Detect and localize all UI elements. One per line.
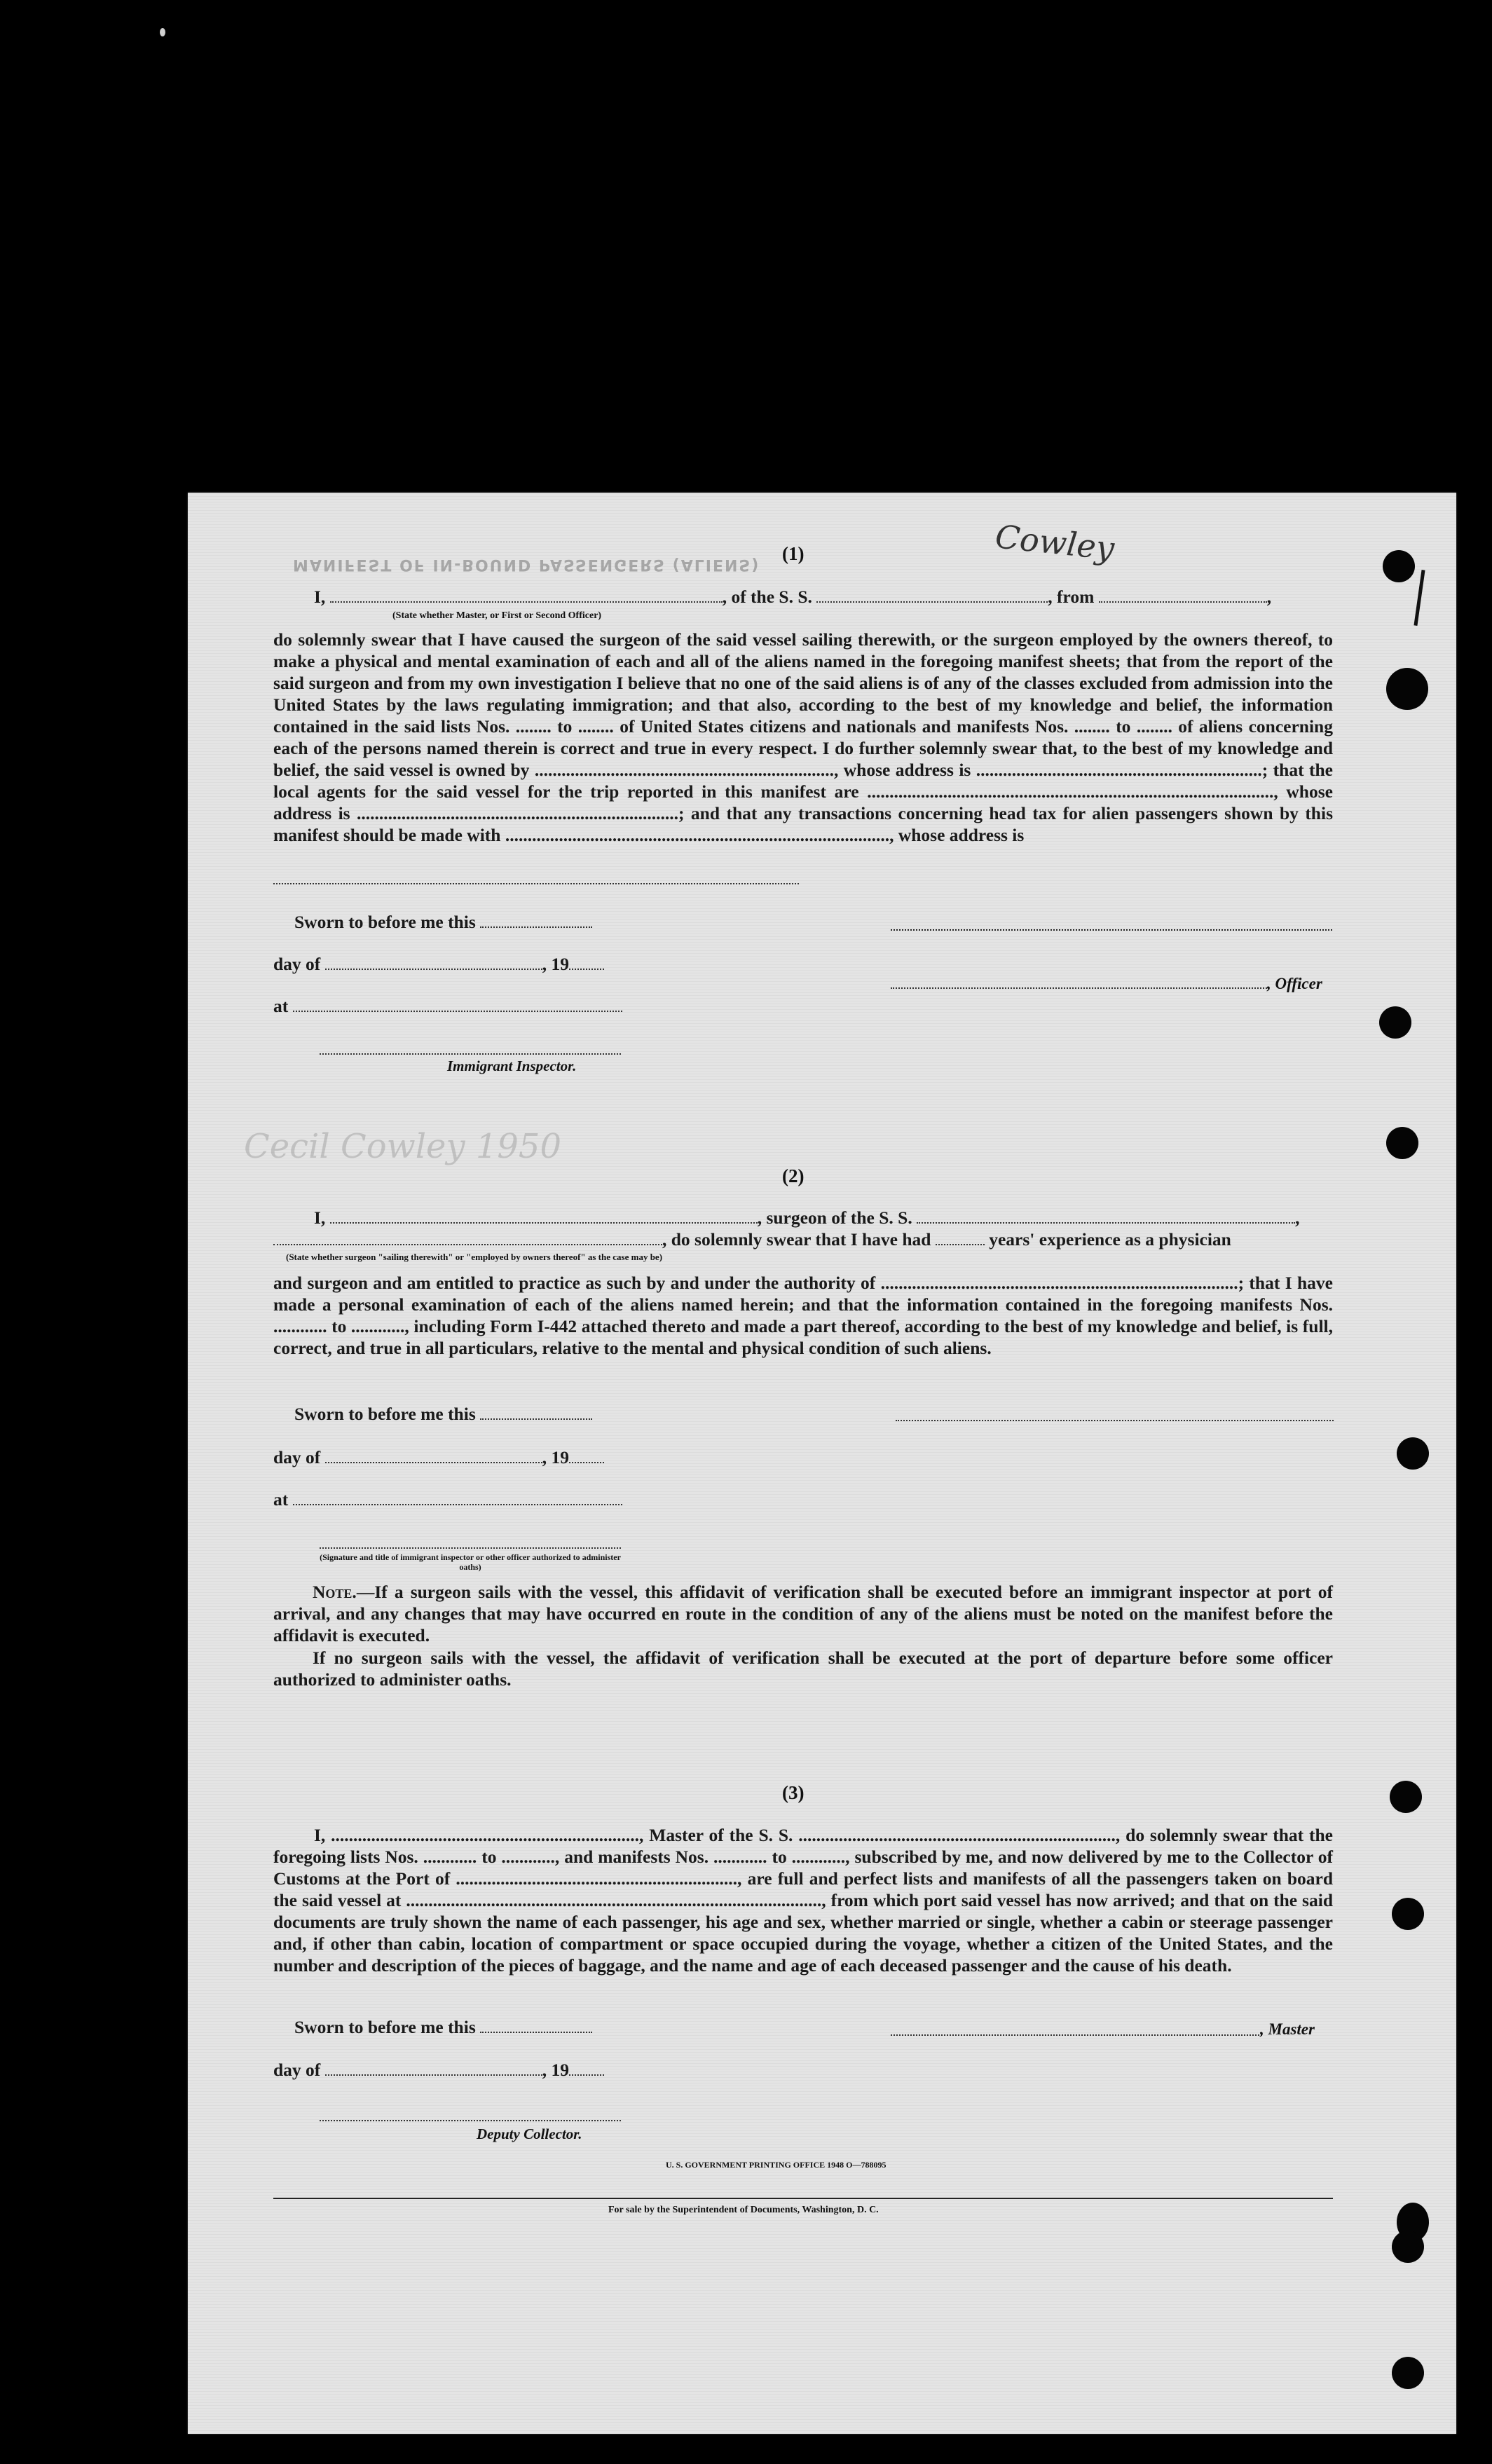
punch-hole-5 xyxy=(1397,1437,1429,1470)
s3-deputy-label: Deputy Collector. xyxy=(477,2126,582,2142)
s3-day-label: day of xyxy=(273,2060,321,2080)
footer-printing: U. S. GOVERNMENT PRINTING OFFICE 1948 O—788095 xyxy=(666,2160,887,2170)
handwritten-name: Cowley xyxy=(993,517,1116,568)
s2-note-label: Note. xyxy=(313,1582,357,1602)
section-1-number: (1) xyxy=(782,543,805,564)
s2-i-label: I, xyxy=(314,1207,326,1228)
s2-year-label: , 19 xyxy=(542,1447,569,1467)
s1-comma: , xyxy=(1266,587,1272,607)
punch-hole-10 xyxy=(1392,2357,1424,2389)
s2-comma: , xyxy=(1295,1207,1300,1228)
s2-line2 xyxy=(273,1229,1231,1250)
s3-master-label: , Master xyxy=(1260,2020,1315,2038)
s1-inspector-label: Immigrant Inspector. xyxy=(447,1058,577,1074)
s1-line1 xyxy=(314,587,1271,608)
s2-sworn-label: Sworn to before me this xyxy=(294,1404,476,1424)
s1-ss-label: , of the S. S. xyxy=(722,587,812,607)
section-3-number: (3) xyxy=(782,1782,805,1803)
faded-stamp: MANIFEST OF IN-BOUND PASSENGERS (ALIENS) xyxy=(293,556,760,573)
s1-inspector-line xyxy=(320,1053,621,1055)
s3-master-line xyxy=(891,2034,1262,2036)
s3-sworn xyxy=(294,2017,592,2038)
s2-day xyxy=(273,1447,604,1468)
s2-paragraph: and surgeon and am entitled to practice as such by and under the authority of ................................................................................; that I have made a personal examination of each of the aliens named herein; and that the information contained in the foregoing manifests Nos. ............ to ............, including Form I-442 attached thereto and made a part thereof, according to the best of my knowledge and belief, is full, correct, and true in all particulars, relative to the mental and physical condition of such aliens. xyxy=(273,1273,1333,1358)
s3-sworn-label: Sworn to before me this xyxy=(294,2017,476,2037)
s1-officer-line xyxy=(891,987,1269,989)
s1-officer-label: , Officer xyxy=(1267,975,1322,992)
s2-years-label: years' experience as a physician xyxy=(989,1229,1231,1250)
footer-rule xyxy=(273,2198,1333,2199)
handwritten-margin-note: Cecil Cowley 1950 xyxy=(244,1127,561,1166)
s1-sworn xyxy=(294,912,592,933)
s2-sig-line xyxy=(320,1547,621,1549)
s2-sworn xyxy=(294,1404,592,1425)
punch-hole-1 xyxy=(1383,550,1415,582)
s2-note1 xyxy=(273,1581,1333,1646)
s1-at-label: at xyxy=(273,996,289,1016)
s1-i-label: I, xyxy=(314,587,326,607)
s3-year-label: , 19 xyxy=(542,2060,569,2080)
punch-hole-4 xyxy=(1386,1127,1418,1159)
s1-at xyxy=(273,996,622,1017)
s1-day xyxy=(273,954,604,975)
s2-sig-caption: (Signature and title of immigrant inspector or other officer authorized to administer oaths) xyxy=(320,1552,621,1572)
s1-signature-line xyxy=(891,929,1332,931)
background-speck xyxy=(160,28,165,36)
punch-hole-2 xyxy=(1386,668,1428,710)
s1-paragraph: do solemnly swear that I have caused the surgeon of the said vessel sailing therewith, or the surgeon employed by the owners thereof, to make a physical and mental examination of each and all of the aliens named in the foregoing manifest sheets; that from the report of the said surgeon and from my own investigation I believe that no one of the said aliens is of any of the classes excluded from admission into the United States by the laws regulating immigration; and that also, according to the best of my knowledge and belief, the information contained in the said lists Nos. ........ to ........ of United States citizens and nationals and manifests Nos. ........ to ........ of aliens concerning each of the persons named therein is correct and true in every respect. I do further solemnly swear that, to the best of my knowledge and belief, the said vessel is owned by ..................................................................., whose address is ................................................................; that the local agents for the said vessel for the trip reported in this manifest are ..........................................................................................., whose address is ........................................................................; and that any transactions concerning head tax for alien passengers shown by this manifest should be made with ......................................................................................, whose address is xyxy=(273,629,1333,845)
footer-sale: For sale by the Superintendent of Documents, Washington, D. C. xyxy=(608,2205,879,2215)
s2-caption: (State whether surgeon "sailing therewith" or "employed by owners thereof" as the case may be) xyxy=(286,1252,663,1262)
s2-swear-label: , do solemnly swear that I have had xyxy=(662,1229,931,1250)
s3-deputy-line xyxy=(320,2120,621,2121)
s2-at-label: at xyxy=(273,1489,289,1510)
s3-day xyxy=(273,2060,604,2081)
s1-day-label: day of xyxy=(273,954,321,974)
form-page xyxy=(188,493,1456,2434)
s1-from-label: , from xyxy=(1048,587,1095,607)
punch-hole-7 xyxy=(1392,1898,1424,1930)
s3-paragraph: I, ....................................................................., Master of the S. S. ......................................................................., do solemnly swear that the foregoing lists Nos. ............ to ............, and manifests Nos. ............ to ............, subscribed by me, and now delivered by me to the Collector of Customs at the Port of ..............................................................., are full and perfect lists and manifests of all the passengers taken on board the said vessel at ............................................................................................., from which port said vessel has now arrived; and that on the said documents are truly shown the name of each passenger, his age and sex, whether married or single, whether a cabin or steerage passenger and, if other than cabin, location of compartment or space occupied during the voyage, whether a citizen of the United States, and the number and description of the pieces of baggage, and the name and age of each deceased passenger and the cause of his death. xyxy=(273,1825,1333,1976)
s2-signature-line xyxy=(896,1420,1334,1421)
s1-sworn-label: Sworn to before me this xyxy=(294,912,476,932)
s1-caption: (State whether Master, or First or Second Officer) xyxy=(392,610,602,621)
punch-hole-6 xyxy=(1390,1781,1422,1813)
section-2-number: (2) xyxy=(782,1165,805,1186)
s2-note2: If no surgeon sails with the vessel, the affidavit of verification shall be executed at the port of departure before some officer authorized to administer oaths. xyxy=(273,1648,1333,1690)
s2-day-label: day of xyxy=(273,1447,321,1467)
s2-at xyxy=(273,1489,622,1510)
s1-year-label: , 19 xyxy=(542,954,569,974)
s2-note1-text: —If a surgeon sails with the vessel, this affidavit of verification shall be executed before an immigrant inspector at port of arrival, and any changes that may have occurred en route in the condition of any of the aliens must be noted on the manifest before the affidavit is executed. xyxy=(273,1582,1333,1645)
pen-mark xyxy=(1414,570,1425,626)
punch-hole-3 xyxy=(1379,1006,1411,1039)
s2-line1 xyxy=(314,1207,1299,1228)
s1-trailing-rule xyxy=(273,883,799,884)
punch-hole-9 xyxy=(1392,2231,1424,2263)
s2-surgeon-label: , surgeon of the S. S. xyxy=(757,1207,912,1228)
